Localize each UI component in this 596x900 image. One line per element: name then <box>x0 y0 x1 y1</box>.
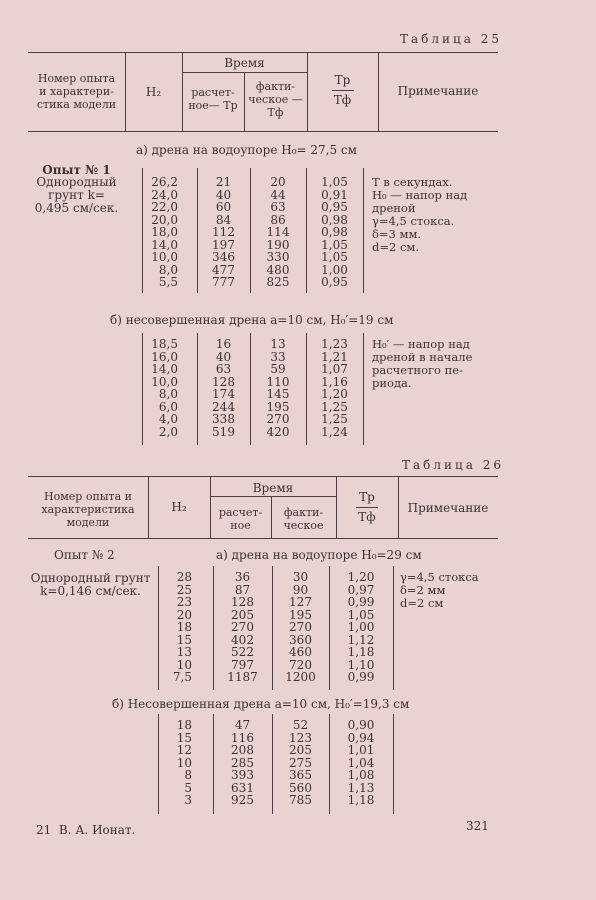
table-26-ratio-fraction-bar <box>356 507 378 508</box>
data-cell: 797 <box>231 657 254 672</box>
data-cell: 205 <box>231 607 254 622</box>
data-cell: 40 <box>215 187 232 202</box>
data-cell: 8,0 <box>158 262 178 277</box>
table-25-a-ratio-column <box>306 176 363 289</box>
data-cell: 14,0 <box>151 362 178 376</box>
data-cell: 330 <box>266 250 290 264</box>
data-cell: 15 <box>176 730 192 745</box>
table-25-experiment-label: Опыт № 1 <box>42 163 111 177</box>
data-cell: 87 <box>234 582 251 597</box>
table-25-header-experiment: Номер опыта и характери- стика модели <box>36 72 117 111</box>
data-cell: 14,0 <box>151 237 178 252</box>
table-25-caption: Таблица 25 <box>400 32 502 46</box>
table-26-a-tf-column <box>272 571 329 684</box>
table-25-b-notes: H₀′ — напор над дреной в начале расчетного пе- риода. <box>372 337 473 390</box>
data-cell: 270 <box>289 620 312 634</box>
data-cell: 205 <box>289 743 312 757</box>
table-25-b-tf-column <box>252 338 304 438</box>
data-cell: 47 <box>234 718 251 732</box>
data-cell: 123 <box>289 730 312 745</box>
table-26-a-ratio-column <box>329 571 393 684</box>
data-cell: 777 <box>212 275 235 289</box>
data-cell: 25 <box>176 582 192 597</box>
data-cell: 1,05 <box>347 607 375 622</box>
data-cell: 15 <box>176 632 192 647</box>
data-cell: 560 <box>289 780 312 795</box>
table-26-a-notes: γ=4,5 стокса δ=2 мм d=2 см <box>400 570 479 610</box>
data-cell: 7,5 <box>172 670 192 684</box>
table-25-b-ratio-column <box>306 338 363 438</box>
data-cell: 18 <box>176 718 192 732</box>
data-cell: 3 <box>184 793 192 807</box>
data-cell: 116 <box>231 730 254 745</box>
data-cell: 1,18 <box>347 793 375 807</box>
table-25-a-h2-column <box>142 176 178 289</box>
data-cell: 8 <box>184 768 192 782</box>
data-cell: 4,0 <box>158 412 178 426</box>
data-cell: 63 <box>215 362 232 376</box>
table-26-section-b-divider <box>393 714 394 814</box>
table-26-b-ratio-column <box>329 719 393 807</box>
data-cell: 270 <box>266 412 290 426</box>
table-26-header-experiment: Номер опыта и характеристика модели <box>41 490 135 529</box>
table-26-b-tf-column <box>272 719 329 807</box>
data-cell: 112 <box>212 225 235 239</box>
data-cell: 365 <box>289 768 312 782</box>
data-cell: 26,2 <box>151 175 178 189</box>
data-cell: 420 <box>266 424 290 439</box>
data-cell: 1200 <box>285 670 316 684</box>
data-cell: 1,04 <box>347 755 375 770</box>
table-26-header-time: Время <box>252 481 294 495</box>
table-25-a-tf-column <box>252 176 304 289</box>
data-cell: 174 <box>212 387 235 401</box>
table-26-a-h2-column <box>158 571 192 684</box>
data-cell: 21 <box>215 175 232 189</box>
data-cell: 20 <box>176 607 192 622</box>
data-cell: 825 <box>266 275 290 289</box>
table-26-caption: Таблица 26 <box>402 458 504 472</box>
table-26-b-h2-column <box>158 719 192 807</box>
data-cell: 1,00 <box>347 620 375 634</box>
data-cell: 16 <box>215 337 232 351</box>
table-26-model-description: Однородный грунт k=0,146 см/сек. <box>30 571 151 598</box>
data-cell: 10,0 <box>151 374 178 389</box>
data-cell: 13 <box>270 337 286 351</box>
data-cell: 460 <box>289 645 312 659</box>
data-cell: 195 <box>289 607 312 622</box>
table-25-header-notes: Примечание <box>397 84 479 98</box>
data-cell: 1,10 <box>347 657 375 672</box>
data-cell: 36 <box>234 570 251 584</box>
data-cell: 480 <box>266 262 290 277</box>
data-cell: 16,0 <box>151 349 178 364</box>
table-25-b-tr-column <box>197 338 250 438</box>
table-25-a-notes: T в секундах. H₀ — напор над дреной γ=4,5 стокса. δ=3 мм. d=2 см. <box>372 175 468 254</box>
data-cell: 1,21 <box>321 349 348 364</box>
table-26-time-rule <box>210 496 336 497</box>
data-cell: 720 <box>289 657 312 672</box>
data-cell: 0,99 <box>347 670 375 684</box>
data-cell: 1,24 <box>321 424 348 439</box>
data-cell: 145 <box>266 387 290 401</box>
data-cell: 22,0 <box>151 200 178 214</box>
data-cell: 59 <box>270 362 286 376</box>
data-cell: 1,05 <box>321 175 348 189</box>
data-cell: 13 <box>176 645 192 659</box>
data-cell: 128 <box>212 374 235 389</box>
data-cell: 86 <box>270 212 286 227</box>
data-cell: 522 <box>231 645 254 659</box>
data-cell: 360 <box>289 632 312 647</box>
data-cell: 30 <box>292 570 309 584</box>
data-cell: 8,0 <box>158 387 178 401</box>
table-26-header-ratio-num: Tр <box>359 490 375 504</box>
data-cell: 631 <box>231 780 254 795</box>
data-cell: 33 <box>270 349 286 364</box>
table-25-top-rule <box>28 52 498 53</box>
data-cell: 28 <box>176 570 192 584</box>
table-25-header-ratio-num: Tр <box>334 73 351 87</box>
table-26-header-notes: Примечание <box>407 501 489 515</box>
data-cell: 1,25 <box>321 412 348 426</box>
table-26-section-b-title: б) Несовершенная дрена a=10 см, H₀′=19,3 см <box>112 697 410 711</box>
table-25-b-h2-column <box>142 338 178 438</box>
table-26-header-fact: факти- ческое <box>283 506 324 532</box>
data-cell: 10 <box>176 755 192 770</box>
data-cell: 0,95 <box>321 200 348 214</box>
table-26-header-h2: H₂ <box>171 500 187 514</box>
data-cell: 114 <box>266 225 290 239</box>
data-cell: 208 <box>231 743 254 757</box>
data-cell: 285 <box>231 755 254 770</box>
table-25-header-ratio-den: Tф <box>333 93 352 107</box>
data-cell: 477 <box>212 262 235 277</box>
data-cell: 1,05 <box>321 250 348 264</box>
data-cell: 190 <box>266 237 290 252</box>
data-cell: 393 <box>231 768 254 782</box>
data-cell: 197 <box>212 237 235 252</box>
data-cell: 1,20 <box>347 570 375 584</box>
table-25-section-b-title: б) несовершенная дрена a=10 см, H₀′=19 см <box>110 313 394 327</box>
table-26-top-rule <box>28 476 498 477</box>
table-25-section-a-title: а) дрена на водоупоре H₀= 27,5 см <box>136 143 357 157</box>
data-cell: 785 <box>289 793 312 807</box>
data-cell: 84 <box>215 212 232 227</box>
table-25-section-a-divider <box>363 168 364 293</box>
data-cell: 0,98 <box>321 212 348 227</box>
table-26-a-tr-column <box>213 571 272 684</box>
data-cell: 2,0 <box>158 424 178 439</box>
table-25-header-time: Время <box>224 56 265 70</box>
data-cell: 402 <box>231 632 254 647</box>
table-25-model-description: Однородный грунт k= 0,495 см/сек. <box>34 175 119 215</box>
table-25-header-divider <box>307 52 308 131</box>
data-cell: 0,94 <box>347 730 375 745</box>
data-cell: 12 <box>176 743 192 757</box>
table-26-header-ratio-den: Tф <box>358 510 376 524</box>
data-cell: 18,5 <box>151 337 178 351</box>
table-26-section-a-title: а) дрена на водоупоре H₀=29 см <box>216 548 422 562</box>
table-25-header-h2: H₂ <box>145 85 162 99</box>
data-cell: 10,0 <box>151 250 178 264</box>
data-cell: 0,99 <box>347 595 375 609</box>
data-cell: 1,13 <box>347 780 375 795</box>
data-cell: 1,16 <box>321 374 348 389</box>
data-cell: 1,00 <box>321 262 348 277</box>
data-cell: 18 <box>176 620 192 634</box>
data-cell: 5,5 <box>158 275 178 289</box>
data-cell: 44 <box>270 187 286 202</box>
data-cell: 1,01 <box>347 743 375 757</box>
data-cell: 5 <box>184 780 192 795</box>
data-cell: 20,0 <box>151 212 178 227</box>
data-cell: 24,0 <box>151 187 178 202</box>
page-number: 321 <box>466 819 489 833</box>
data-cell: 90 <box>292 582 309 597</box>
table-26-header-rule <box>28 538 498 539</box>
signature-mark: 21 В. А. Ионат. <box>36 823 136 837</box>
data-cell: 127 <box>289 595 312 609</box>
data-cell: 18,0 <box>151 225 178 239</box>
table-25-section-a-divider <box>250 168 251 293</box>
data-cell: 0,90 <box>347 718 375 732</box>
data-cell: 244 <box>212 399 235 414</box>
data-cell: 0,98 <box>321 225 348 239</box>
data-cell: 1,25 <box>321 399 348 414</box>
data-cell: 0,91 <box>321 187 348 202</box>
data-cell: 925 <box>231 793 254 807</box>
table-25-section-b-divider <box>363 333 364 445</box>
table-25-header-fact: факти- ческое — Tф <box>248 80 303 119</box>
table-25-time-rule <box>182 72 307 73</box>
data-cell: 60 <box>215 200 232 214</box>
data-cell: 20 <box>270 175 286 189</box>
data-cell: 1,23 <box>321 337 348 351</box>
data-cell: 40 <box>215 349 232 364</box>
data-cell: 6,0 <box>158 399 178 414</box>
table-26-header-calc: расчет- ное <box>218 506 263 532</box>
data-cell: 0,97 <box>347 582 375 597</box>
data-cell: 1,07 <box>321 362 348 376</box>
data-cell: 270 <box>231 620 254 634</box>
table-26-experiment-label: Опыт № 2 <box>54 548 115 562</box>
data-cell: 128 <box>231 595 254 609</box>
data-cell: 10 <box>176 657 192 672</box>
data-cell: 275 <box>289 755 312 770</box>
data-cell: 338 <box>212 412 235 426</box>
table-25-a-tr-column <box>197 176 250 289</box>
data-cell: 23 <box>176 595 192 609</box>
data-cell: 195 <box>266 399 290 414</box>
data-cell: 1,05 <box>321 237 348 252</box>
data-cell: 1,12 <box>347 632 375 647</box>
table-25-header-rule <box>28 131 498 132</box>
data-cell: 1187 <box>227 670 258 684</box>
data-cell: 110 <box>266 374 290 389</box>
data-cell: 519 <box>212 424 235 439</box>
data-cell: 63 <box>270 200 286 214</box>
data-cell: 0,95 <box>321 275 348 289</box>
table-25-header-calc: расчет- ное— Tр <box>188 86 238 112</box>
data-cell: 52 <box>292 718 309 732</box>
data-cell: 1,18 <box>347 645 375 659</box>
data-cell: 1,08 <box>347 768 375 782</box>
table-26-header-divider <box>336 476 337 538</box>
table-25-section-b-divider <box>250 333 251 445</box>
data-cell: 346 <box>212 250 235 264</box>
table-25-ratio-fraction-bar <box>332 90 354 91</box>
data-cell: 1,20 <box>321 387 348 401</box>
table-26-section-a-divider <box>393 566 394 690</box>
table-26-b-tr-column <box>213 719 272 807</box>
